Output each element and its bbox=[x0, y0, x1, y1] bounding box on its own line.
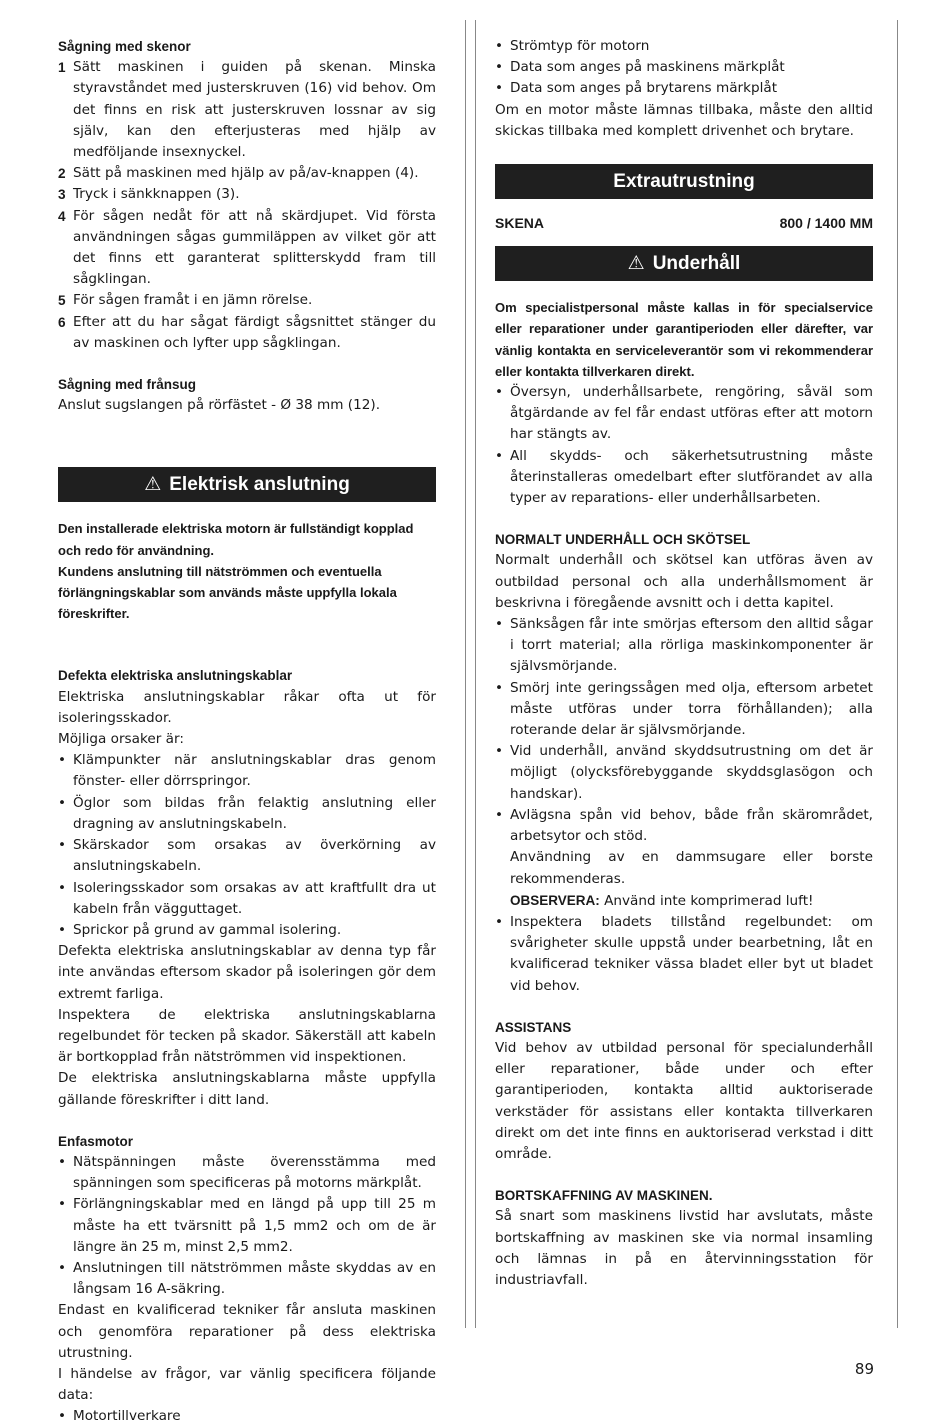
step-item bbox=[58, 163, 436, 184]
paragraph: I händelse av frågor, var vänlig specificera följande data: bbox=[58, 1365, 436, 1404]
dammsugare-text: Användning av en dammsugare eller borste rekommenderas. bbox=[510, 849, 873, 887]
paragraph: Inspektera de elektriska anslutningskablarna regelbundet för tecken på skador. Säkerställ att kabeln är bortkopplad från nätströmmen vid inspektionen. bbox=[58, 1006, 436, 1066]
paragraph: De elektriska anslutningskablarna måste uppfylla gällande föreskrifter i ditt land. bbox=[58, 1070, 436, 1108]
bortskaff-text: Så snart som maskinens livstid har avslutats, måste bortskaffning av maskinen ske via normal insamling och lämnas in på en återvinningsstation för industriavfall. bbox=[495, 1208, 873, 1288]
observera-label: OBSERVERA: bbox=[510, 892, 600, 908]
bortskaff-title: BORTSKAFFNING AV MASKINEN. bbox=[495, 1188, 713, 1204]
skena-value: 800 / 1400 MM bbox=[779, 215, 873, 232]
list-item: • Strömtyp för motorn bbox=[495, 36, 873, 57]
normalt-title: NORMALT UNDERHÅLL OCH SKÖTSEL bbox=[495, 532, 751, 548]
list-item: • Isoleringsskador som orsakas av att kraftfullt dra ut kabeln från vägguttaget. bbox=[58, 878, 436, 920]
extra-heading-bar bbox=[495, 164, 873, 199]
assistans-title: ASSISTANS bbox=[495, 1019, 572, 1035]
step-text: Tryck i sänkknappen (3). bbox=[73, 186, 240, 203]
fransug-title: Sågning med frånsug bbox=[58, 377, 197, 393]
step-number: 4 bbox=[58, 208, 66, 224]
step-number: 6 bbox=[58, 314, 66, 330]
underhall-bold-text: Om specialistpersonal måste kallas in för specialservice eller reparationer under garantiperioden eller därefter, var vänlig kontakta en serviceleverantör som vi rekommenderar eller kontakta tillverkaren direkt. bbox=[495, 300, 873, 379]
elektrisk-heading: Elektrisk anslutning bbox=[169, 474, 350, 496]
list-item: • Vid underhåll, använd skyddsutrustning om det är möjligt (olycksförebyggande skyddsglasögon och handskar). bbox=[495, 741, 873, 805]
right-column bbox=[495, 36, 873, 1291]
warning-triangle-icon: ⚠ bbox=[144, 474, 162, 496]
step-text: För sågen nedåt för att nå skärdjupet. Vid första användningen sågas gummiläppen av vilket gör att det finns ett garanterat splitterskydd fram till sågklingan. bbox=[73, 207, 436, 288]
divider-right bbox=[897, 20, 898, 1328]
inspektera-bullets bbox=[495, 912, 873, 997]
list-item: • Förlängningskablar med en längd på upp till 25 m måste ha ett tvärsnitt på 1,5 mm2 och om de är längre än 25 m, minst 2,5 mm2. bbox=[58, 1194, 436, 1258]
defekta-intro: Elektriska anslutningskablar råkar ofta ut för isoleringsskador. bbox=[58, 688, 436, 726]
top-bullets bbox=[495, 36, 873, 100]
list-item: • Öglor som bildas från felaktig anslutning eller dragning av anslutningskabeln. bbox=[58, 793, 436, 835]
step-item bbox=[58, 206, 436, 291]
list-item: • All skydds- och säkerhetsutrustning måste återinstalleras omedelbart efter slutförandet av alla typer av reparations- eller underhållsarbeten. bbox=[495, 446, 873, 510]
step-item bbox=[58, 312, 436, 354]
enfas-bullets bbox=[58, 1152, 436, 1300]
step-number: 3 bbox=[58, 187, 66, 203]
step-number: 5 bbox=[58, 293, 66, 309]
elektrisk-heading-bar bbox=[58, 467, 436, 502]
elektrisk-bold-text: Den installerade elektriska motorn är fullständigt kopplad och redo för användning. Kundens anslutning till nätströmmen och eventuella förlängningskablar som används måste uppfylla lokala föreskrifter. bbox=[58, 521, 414, 622]
enfas-after bbox=[58, 1300, 436, 1406]
list-item: • Data som anges på brytarens märkplåt bbox=[495, 78, 873, 99]
divider-left bbox=[465, 20, 466, 1328]
defekta-orsaker: Möjliga orsaker är: bbox=[58, 731, 184, 748]
step-item bbox=[58, 290, 436, 311]
underhall-heading: Underhåll bbox=[652, 253, 741, 275]
list-item: • Nätspänningen måste överensstämma med spänningen som specificeras på motorns märkplåt. bbox=[58, 1152, 436, 1194]
underhall-heading-bar bbox=[495, 246, 873, 281]
observera-line bbox=[495, 890, 873, 912]
paragraph: Defekta elektriska anslutningskablar av denna typ får inte användas eftersom skador på isoleringen gör dem extremt farliga. bbox=[58, 943, 436, 1002]
enfas-last-bullets bbox=[58, 1406, 436, 1427]
skenor-title: Sågning med skenor bbox=[58, 39, 191, 54]
list-item: • Avlägsna spån vid behov, både från skärområdet, arbetsytor och stöd. bbox=[495, 805, 873, 847]
step-item bbox=[58, 184, 436, 205]
observera-text: Använd inte komprimerad luft! bbox=[599, 892, 814, 909]
list-item: • Skärskador som orsakas av överkörning av anslutningskabeln. bbox=[58, 835, 436, 877]
list-item: • Motortillverkare bbox=[58, 1406, 436, 1427]
underhall-bullets bbox=[495, 382, 873, 509]
skenor-steps bbox=[58, 57, 436, 354]
list-item: • Sprickor på grund av gammal isolering. bbox=[58, 920, 436, 941]
normalt-bullets bbox=[495, 614, 873, 847]
list-item: • Anslutningen till nätströmmen måste skyddas av en långsam 16 A-säkring. bbox=[58, 1258, 436, 1300]
top-text: Om en motor måste lämnas tillbaka, måste den alltid skickas tillbaka med komplett drivenhet och brytare. bbox=[495, 101, 873, 139]
defekta-title: Defekta elektriska anslutningskablar bbox=[58, 668, 293, 684]
page-number: 89 bbox=[854, 1360, 874, 1378]
warning-triangle-icon: ⚠ bbox=[627, 253, 645, 275]
assistans-text: Vid behov av utbildad personal för specialunderhåll eller reparationer, både under och efter garantiperioden, kontakta alltid auktoriserade verkstäder för assistans eller kontakta tillverkaren direkt om det inte finns en auktoriserad verkstad i ditt område. bbox=[495, 1039, 873, 1162]
list-item: • Klämpunkter när anslutningskablar dras genom fönster- eller dörrspringor. bbox=[58, 750, 436, 792]
list-item: • Inspektera bladets tillstånd regelbundet: om svårigheter skulle uppstå under bearbetning, låt en kvalificerad tekniker vässa bladet eller byt ut bladet vid behov. bbox=[495, 912, 873, 997]
enfas-title: Enfasmotor bbox=[58, 1133, 134, 1149]
step-text: För sågen framåt i en jämn rörelse. bbox=[73, 292, 313, 309]
defekta-bullets bbox=[58, 750, 436, 941]
extra-heading: Extrautrustning bbox=[613, 171, 755, 193]
step-text: Efter att du har sågat färdigt sågsnittet stänger du av maskinen och lyfter upp sågklingan. bbox=[73, 313, 436, 351]
skena-row bbox=[495, 213, 873, 234]
defekta-after bbox=[58, 941, 436, 1111]
step-text: Sätt maskinen i guiden på skenan. Minska styravståndet med justerskruven (16) vid behov. Om det finns en risk att justerskruven lossnar av sig själv, kan den efterjusteras med hjälp av medföljande insexnyckel. bbox=[73, 59, 436, 161]
list-item: • Data som anges på maskinens märkplåt bbox=[495, 57, 873, 78]
left-column bbox=[58, 36, 436, 1428]
list-item: • Sänksågen får inte smörjas eftersom den alltid sågar i torrt material; alla rörliga maskinkomponenter är självsmörjande. bbox=[495, 614, 873, 678]
divider-mid bbox=[475, 20, 476, 1328]
step-number: 2 bbox=[58, 166, 66, 182]
step-text: Sätt på maskinen med hjälp av på/av-knappen (4). bbox=[73, 165, 419, 182]
step-item bbox=[58, 57, 436, 163]
paragraph: Endast en kvalificerad tekniker får ansluta maskinen och genomföra reparationer på dess elektriska utrustning. bbox=[58, 1302, 436, 1361]
fransug-text: Anslut sugslangen på rörfästet - Ø 38 mm (12). bbox=[58, 397, 381, 414]
list-item: • Översyn, underhållsarbete, rengöring, såväl som åtgärdande av fel får endast utföras efter att motorn har stängts av. bbox=[495, 382, 873, 446]
skena-label: SKENA bbox=[495, 215, 545, 232]
step-number: 1 bbox=[58, 60, 66, 76]
list-item: • Smörj inte geringssågen med olja, eftersom arbetet måste utföras under torra förhållanden); alla roterande delar är självsmörjande. bbox=[495, 678, 873, 742]
normalt-text: Normalt underhåll och skötsel kan utföras även av outbildad personal och alla underhållsmoment är beskrivna i föregående avsnitt och i detta kapitel. bbox=[495, 552, 873, 611]
